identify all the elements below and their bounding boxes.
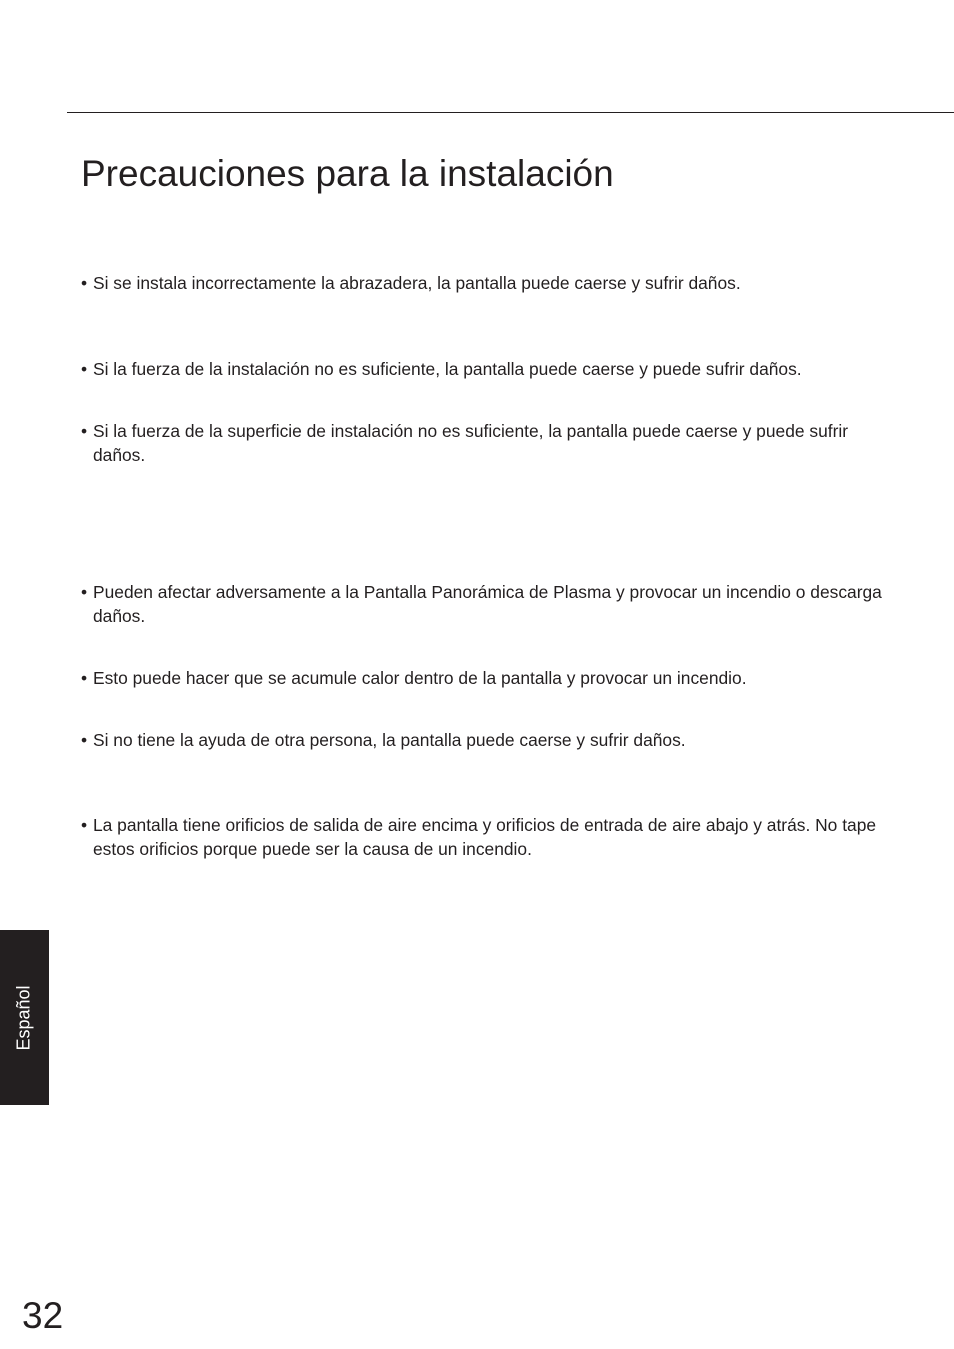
bullet-marker: • — [81, 668, 88, 688]
bullet-item — [81, 419, 896, 467]
language-tab — [0, 930, 49, 1105]
bullet-text: Si se instala incorrectamente la abrazadera, la pantalla puede caerse y sufrir daños. — [93, 273, 741, 293]
bullet-marker: • — [81, 359, 88, 379]
bullet-item — [81, 813, 896, 861]
bullet-text: Si la fuerza de la superficie de instalación no es suficiente, la pantalla puede caerse y puede sufrir daños. — [93, 421, 849, 465]
bullet-text: Esto puede hacer que se acumule calor dentro de la pantalla y provocar un incendio. — [93, 668, 747, 688]
bullet-item — [81, 580, 896, 628]
bullet-marker: • — [81, 815, 88, 835]
bullet-text: Si la fuerza de la instalación no es suficiente, la pantalla puede caerse y puede sufrir daños. — [93, 359, 802, 379]
bullet-text: La pantalla tiene orificios de salida de aire encima y orificios de entrada de aire abajo y atrás. No tape estos orificios porque puede ser la causa de un incendio. — [93, 815, 877, 859]
bullet-text: Si no tiene la ayuda de otra persona, la pantalla puede caerse y sufrir daños. — [93, 730, 686, 750]
bullet-marker: • — [81, 421, 88, 441]
bullet-marker: • — [81, 273, 88, 293]
bullet-item — [81, 271, 896, 295]
header-rule — [67, 112, 954, 113]
page-number: 32 — [22, 1295, 64, 1336]
bullet-item — [81, 728, 896, 752]
language-tab-label: Español — [13, 985, 34, 1051]
bullet-item — [81, 357, 896, 381]
bullet-item — [81, 666, 896, 690]
bullet-marker: • — [81, 730, 88, 750]
bullet-marker: • — [81, 582, 88, 602]
page-title: Precauciones para la instalación — [81, 153, 614, 194]
bullet-text: Pueden afectar adversamente a la Pantalla Panorámica de Plasma y provocar un incendio o descarga daños. — [93, 582, 882, 626]
